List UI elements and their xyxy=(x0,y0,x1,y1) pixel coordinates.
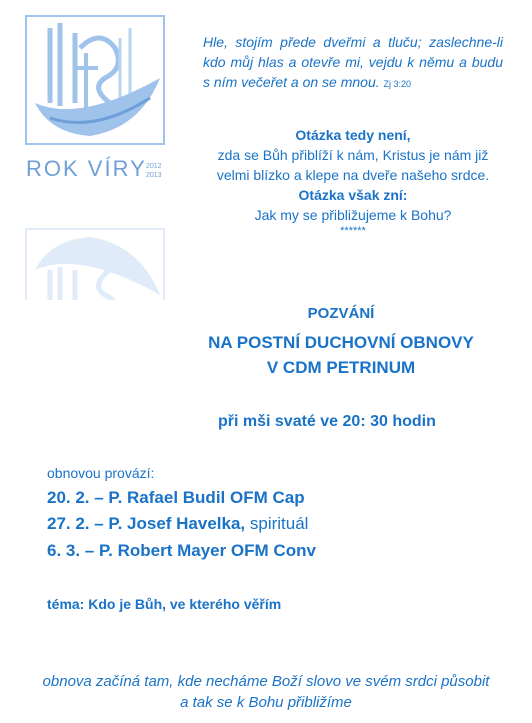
led-by-label: obnovou provází: xyxy=(47,465,155,481)
logo-reflection xyxy=(20,190,180,300)
scripture-quote xyxy=(203,32,503,94)
invite-title: POZVÁNÍ xyxy=(307,305,375,322)
theme-line: téma: Kdo je Bůh, ve kterého věřím xyxy=(47,596,282,612)
separator-stars: ****** xyxy=(340,225,366,237)
question-1-text: zda se Bůh přiblíží k nám, Kristus je nám již velmi blízko a klepe na dveře našeho srdce. xyxy=(216,147,490,183)
invite-subtitle: NA POSTNÍ DUCHOVNÍ OBNOVY xyxy=(208,333,474,352)
reflection-block xyxy=(203,125,503,237)
mass-time: při mši svaté ve 20: 30 hodin xyxy=(218,413,436,430)
logo-graphic xyxy=(20,8,180,183)
schedule-item-main: 27. 2. – P. Josef Havelka, xyxy=(47,514,246,533)
closing-text: obnova začíná tam, kde necháme Boží slovo ve svém srdci působit a tak se k Bohu přibližíme xyxy=(42,673,490,711)
quote-reference: Zj 3:20 xyxy=(383,79,412,89)
question-1-heading: Otázka tedy není, xyxy=(295,127,411,143)
schedule-item xyxy=(47,488,305,508)
logo-year-top: 2012 xyxy=(146,163,162,170)
schedule-item-main: 20. 2. – P. Rafael Budil OFM Cap xyxy=(47,488,305,507)
schedule-item xyxy=(47,514,308,534)
logo-year-bottom: 2013 xyxy=(146,172,162,179)
quote-text: Hle, stojím přede dveřmi a tluču; zaslechne-li kdo můj hlas a otevře mi, vejdu k němu a budu s ním večeřet a on se mnou. xyxy=(203,34,503,90)
schedule-item-rest: spirituál xyxy=(245,514,309,533)
schedule-item-main: 6. 3. – P. Robert Mayer OFM Conv xyxy=(47,541,316,560)
question-2-heading: Otázka však zní: xyxy=(298,187,408,203)
schedule-item xyxy=(47,541,316,561)
invite-location: V CDM PETRINUM xyxy=(266,358,416,377)
rok-viry-logo xyxy=(20,8,180,183)
question-2-text: Jak my se přibližujeme k Bohu? xyxy=(254,207,452,223)
logo-text: ROK VÍRY xyxy=(26,156,147,181)
